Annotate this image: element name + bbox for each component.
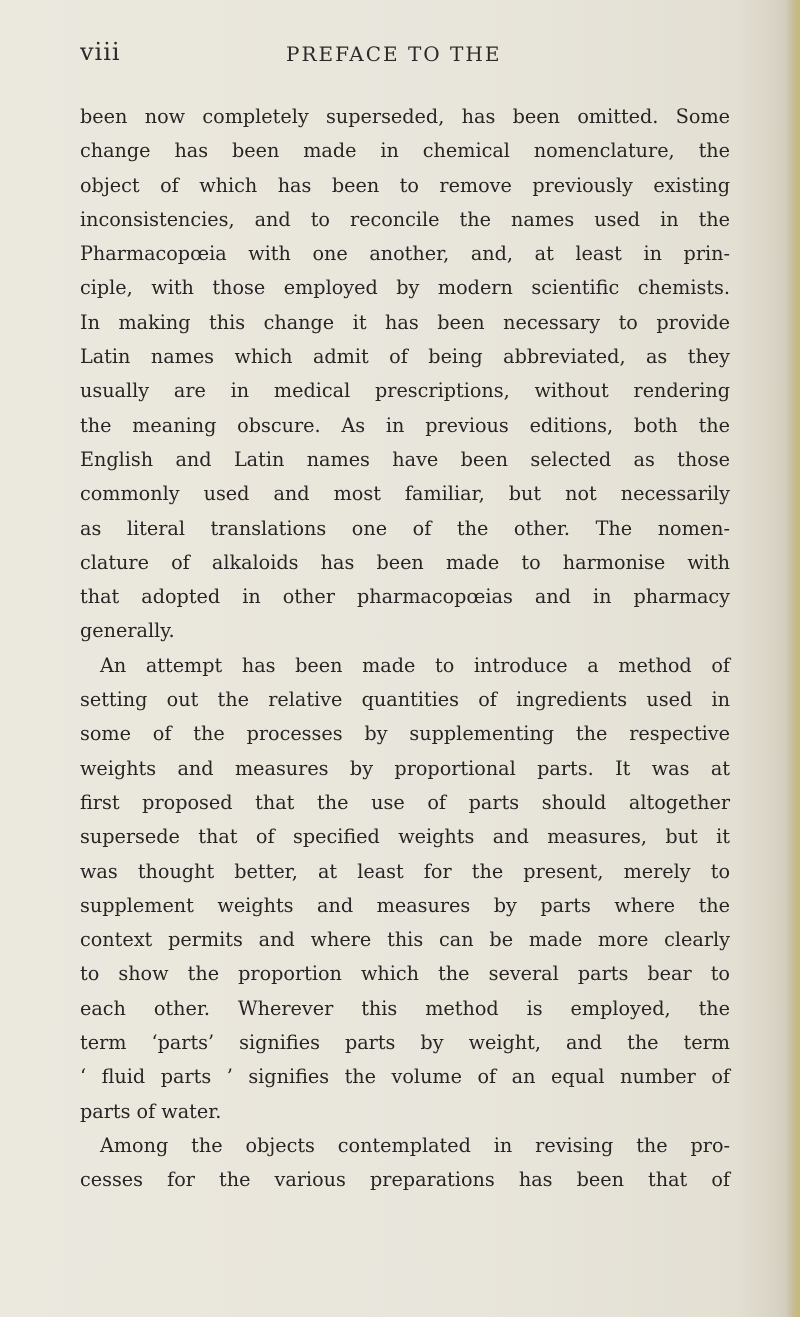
text-line: object of which has been to remove previously existing — [80, 173, 730, 197]
text-line: as literal translations one of the other. The nomen- — [80, 516, 730, 540]
body-text — [80, 100, 730, 1198]
text-line: commonly used and most familiar, but not necessarily — [80, 482, 730, 506]
text-line: been now completely superseded, has been omitted. Some — [80, 105, 730, 128]
text-line: ‘ fluid parts ’ signifies the volume of an equal number of — [80, 1065, 730, 1089]
page-edge-shadow — [786, 0, 800, 1317]
text-line: Pharmacopœia with one another, and, at least in prin- — [80, 242, 730, 266]
text-line: to show the proportion which the several parts bear to — [80, 962, 730, 986]
text-line: parts of water. — [80, 1099, 222, 1123]
text-line: inconsistencies, and to reconcile the names used in the — [80, 207, 730, 231]
text-line: cesses for the various preparations has been that of — [80, 1168, 730, 1192]
text-line: In making this change it has been necessary to provide — [80, 310, 730, 334]
text-line: each other. Wherever this method is employed, the — [80, 996, 730, 1020]
text-line: weights and measures by proportional parts. It was at — [80, 756, 730, 780]
text-line: usually are in medical prescriptions, without rendering — [80, 379, 730, 403]
text-line: was thought better, at least for the present, merely to — [80, 859, 730, 883]
text-line: generally. — [80, 619, 175, 643]
text-line: English and Latin names have been selected as those — [80, 447, 730, 471]
paragraph-start-line: Among the objects contemplated in revising the pro- — [100, 1133, 730, 1157]
text-line: supplement weights and measures by parts where the — [80, 893, 730, 917]
text-line: context permits and where this can be made more clearly — [80, 928, 730, 952]
text-line: that adopted in other pharmacopœias and in pharmacy — [80, 585, 730, 609]
text-line: Latin names which admit of being abbreviated, as they — [80, 345, 730, 369]
text-line: clature of alkaloids has been made to harmonise with — [80, 550, 730, 574]
text-line: the meaning obscure. As in previous editions, both the — [80, 413, 730, 437]
text-line: term ‘parts’ signifies parts by weight, and the term — [80, 1031, 730, 1055]
paragraph-start-line: An attempt has been made to introduce a method of — [100, 653, 730, 677]
text-line: setting out the relative quantities of ingredients used in — [80, 688, 730, 712]
text-line: ciple, with those employed by modern scientific chemists. — [80, 276, 730, 300]
text-line: first proposed that the use of parts should altogether — [80, 790, 730, 814]
text-line: change has been made in chemical nomenclature, the — [80, 139, 730, 163]
page-number: viii — [80, 38, 121, 66]
text-line: some of the processes by supplementing the respective — [80, 722, 730, 746]
running-head: PREFACE TO THE — [286, 42, 502, 66]
text-line: supersede that of specified weights and measures, but it — [80, 825, 730, 849]
page-header — [80, 30, 720, 70]
